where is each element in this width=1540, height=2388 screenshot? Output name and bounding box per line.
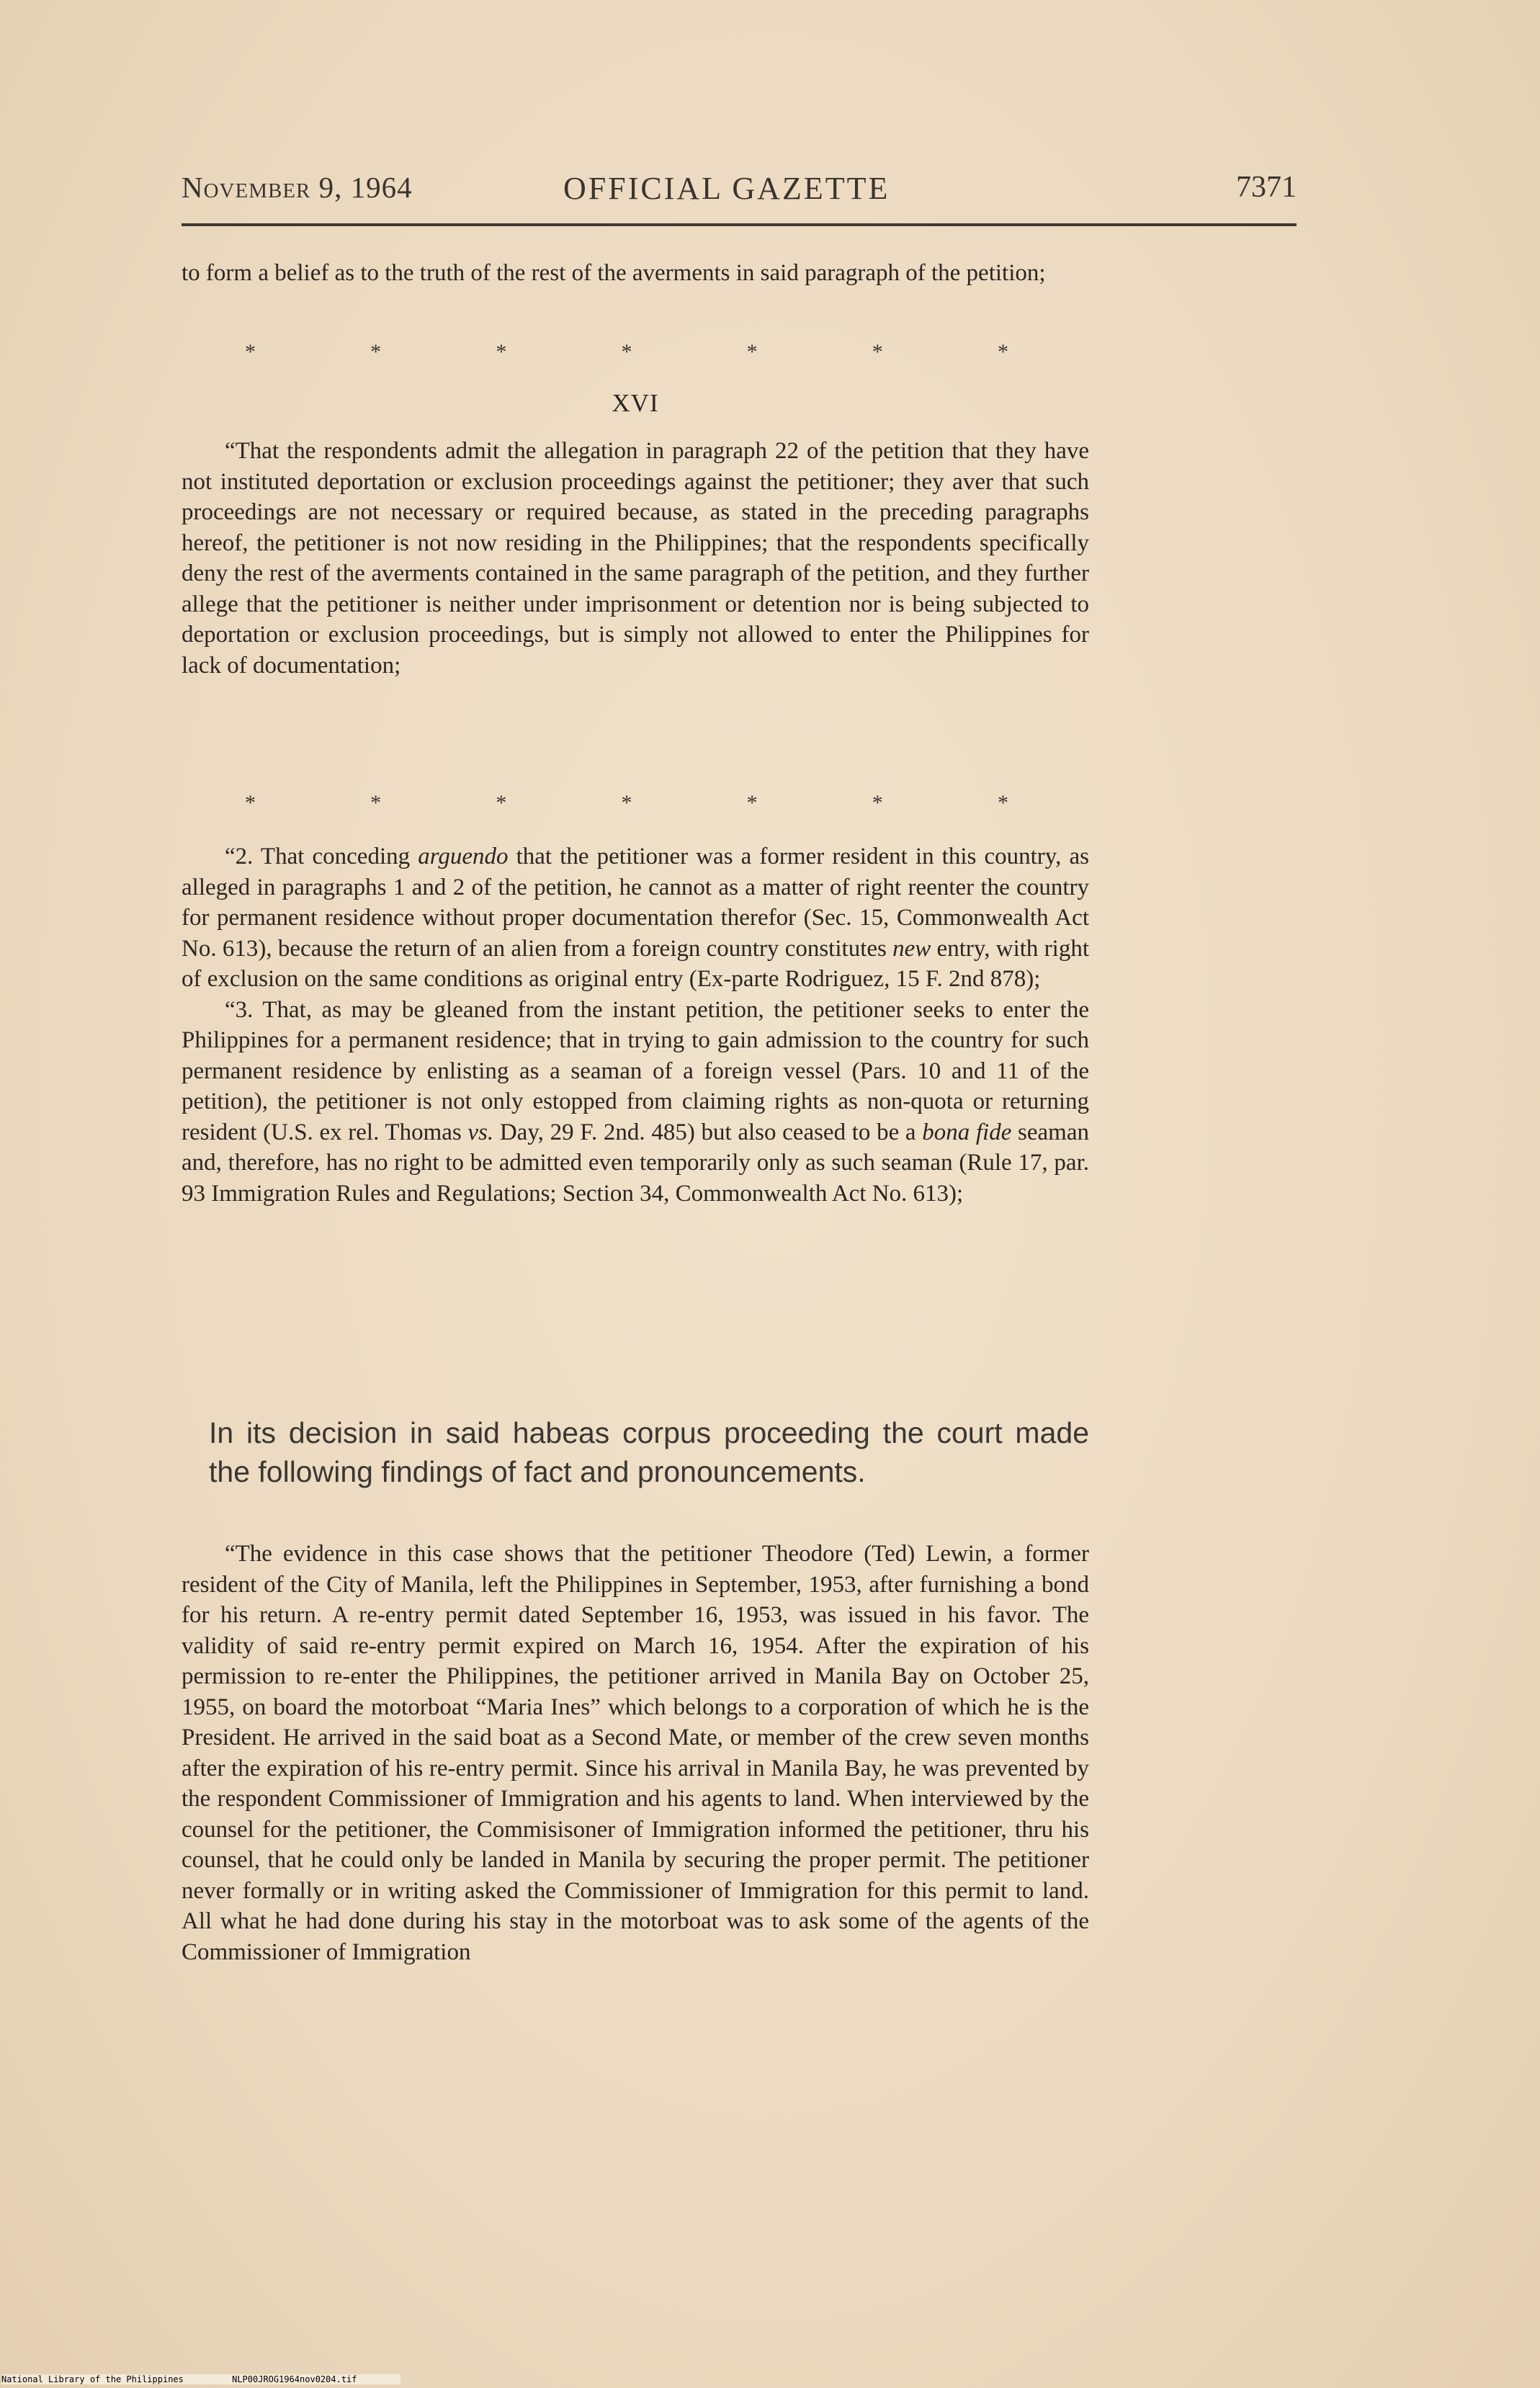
header-rule bbox=[182, 223, 1297, 226]
star: * bbox=[997, 791, 1008, 815]
star: * bbox=[370, 340, 382, 364]
intro-paragraph bbox=[182, 258, 1089, 289]
intro-text: to form a belief as to the truth of the rest of the averments in said paragraph of the petition; bbox=[182, 260, 1046, 286]
issue-date: November 9, 1964 bbox=[182, 171, 413, 204]
section-xvi-text: “That the respondents admit the allegation in paragraph 22 of the petition that they have not instituted deportation or exclusion proceedings against the petitioner; they aver that such proceedings are not necessary or required because, as stated in the preceding paragraphs hereof, the petitioner is not now residing in the Philippines; that the respondents specifically deny the rest of the averments contained in the same paragraph of the petition, and they further allege that the petitioner is neither under imprisonment or detention nor is being subjected to deportation or exclusion proceedings, but is simply not allowed to enter the Philippines for lack of documentation; bbox=[182, 438, 1089, 679]
publication-title: OFFICIAL GAZETTE bbox=[563, 171, 890, 206]
paragraph-3: “3. That, as may be gleaned from the instant petition, the petitioner seeks to enter the Philippines for a permanent residence; that in trying to gain admission to the country for such permanent residence by enlisting as a seaman of a foreign vessel (Pars. 10 and 11 of the petition), the petitioner is not only estopped from claiming rights as non-quota or returning resident (U.S. ex rel. Thomas vs. Day, 29 F. 2nd. 485) but also ceased to be a bona fide seaman and, therefore, has no right to be admitted even temporarily only as such seaman (Rule 17, par. 93 Immigration Rules and Regulations; Section 34, Commonwealth Act No. 613); bbox=[182, 996, 1089, 1207]
paragraph-2: “2. That conceding arguendo that the petitioner was a former resident in this country, as alleged in paragraphs 1 and 2 of the petition, he cannot as a matter of right reenter the country for permanent residence without proper documentation therefor (Sec. 15, Commonwealth Act No. 613), because the return of an alien from a foreign country constitutes new entry, with right of exclusion on the same conditions as original entry (Ex-parte Rodriguez, 15 F. 2nd 878); bbox=[182, 844, 1089, 992]
star: * bbox=[245, 340, 256, 364]
page-header bbox=[182, 170, 1297, 210]
footer-filename: NLP00JROG1964nov0204.tif bbox=[232, 2374, 357, 2384]
star: * bbox=[496, 340, 507, 364]
section-heading: XVI bbox=[612, 389, 659, 417]
evidence-text: “The evidence in this case shows that the petitioner Theodore (Ted) Lewin, a former resident of the City of Manila, left the Philippines in September, 1953, after furnishing a bond for his return. A re-entry permit dated September 16, 1953, was issued in his favor. The validity of said re-entry permit expired on March 16, 1954. After the expiration of his permission to re-enter the Philippines, the petitioner arrived in Manila Bay on October 25, 1955, on board the motorboat “Maria Ines” which belongs to a corporation of which he is the President. He arrived in the said boat as a Second Mate, or member of the crew seven months after the expiration of his re-entry permit. Since his arrival in Manila Bay, he was prevented by the respondent Commissioner of Immigration and his agents to land. When interviewed by the counsel for the petitioner, the Commisisoner of Immigration informed the petitioner, thru his counsel, that he could only be landed in Manila by securing the proper permit. The petitioner never formally or in writing asked the Commissioner of Immigration for this permit to land. All what he had done during his stay in the motorboat was to ask some of the agents of the Commissioner of Immigration bbox=[182, 1541, 1089, 1965]
star: * bbox=[746, 340, 758, 364]
star: * bbox=[621, 340, 632, 364]
scan-footer bbox=[1, 2374, 400, 2384]
star: * bbox=[496, 791, 507, 815]
section-xvi-paragraph bbox=[182, 436, 1089, 681]
star: * bbox=[872, 340, 883, 364]
evidence-paragraph bbox=[182, 1539, 1089, 1967]
star: * bbox=[746, 791, 758, 815]
star: * bbox=[997, 340, 1008, 364]
star: * bbox=[245, 791, 256, 815]
star: * bbox=[370, 791, 382, 815]
ellipsis-stars-2 bbox=[245, 791, 1008, 813]
page-number: 7371 bbox=[1236, 171, 1297, 204]
star: * bbox=[872, 791, 883, 815]
numbered-paragraphs bbox=[182, 841, 1089, 1209]
ellipsis-stars-1 bbox=[245, 340, 1008, 362]
star: * bbox=[621, 791, 632, 815]
footer-library: National Library of the Philippines bbox=[1, 2374, 184, 2384]
decision-paragraph: In its decision in said habeas corpus proceeding the court made the following findings of fact and pronouncements. bbox=[209, 1416, 1089, 1488]
